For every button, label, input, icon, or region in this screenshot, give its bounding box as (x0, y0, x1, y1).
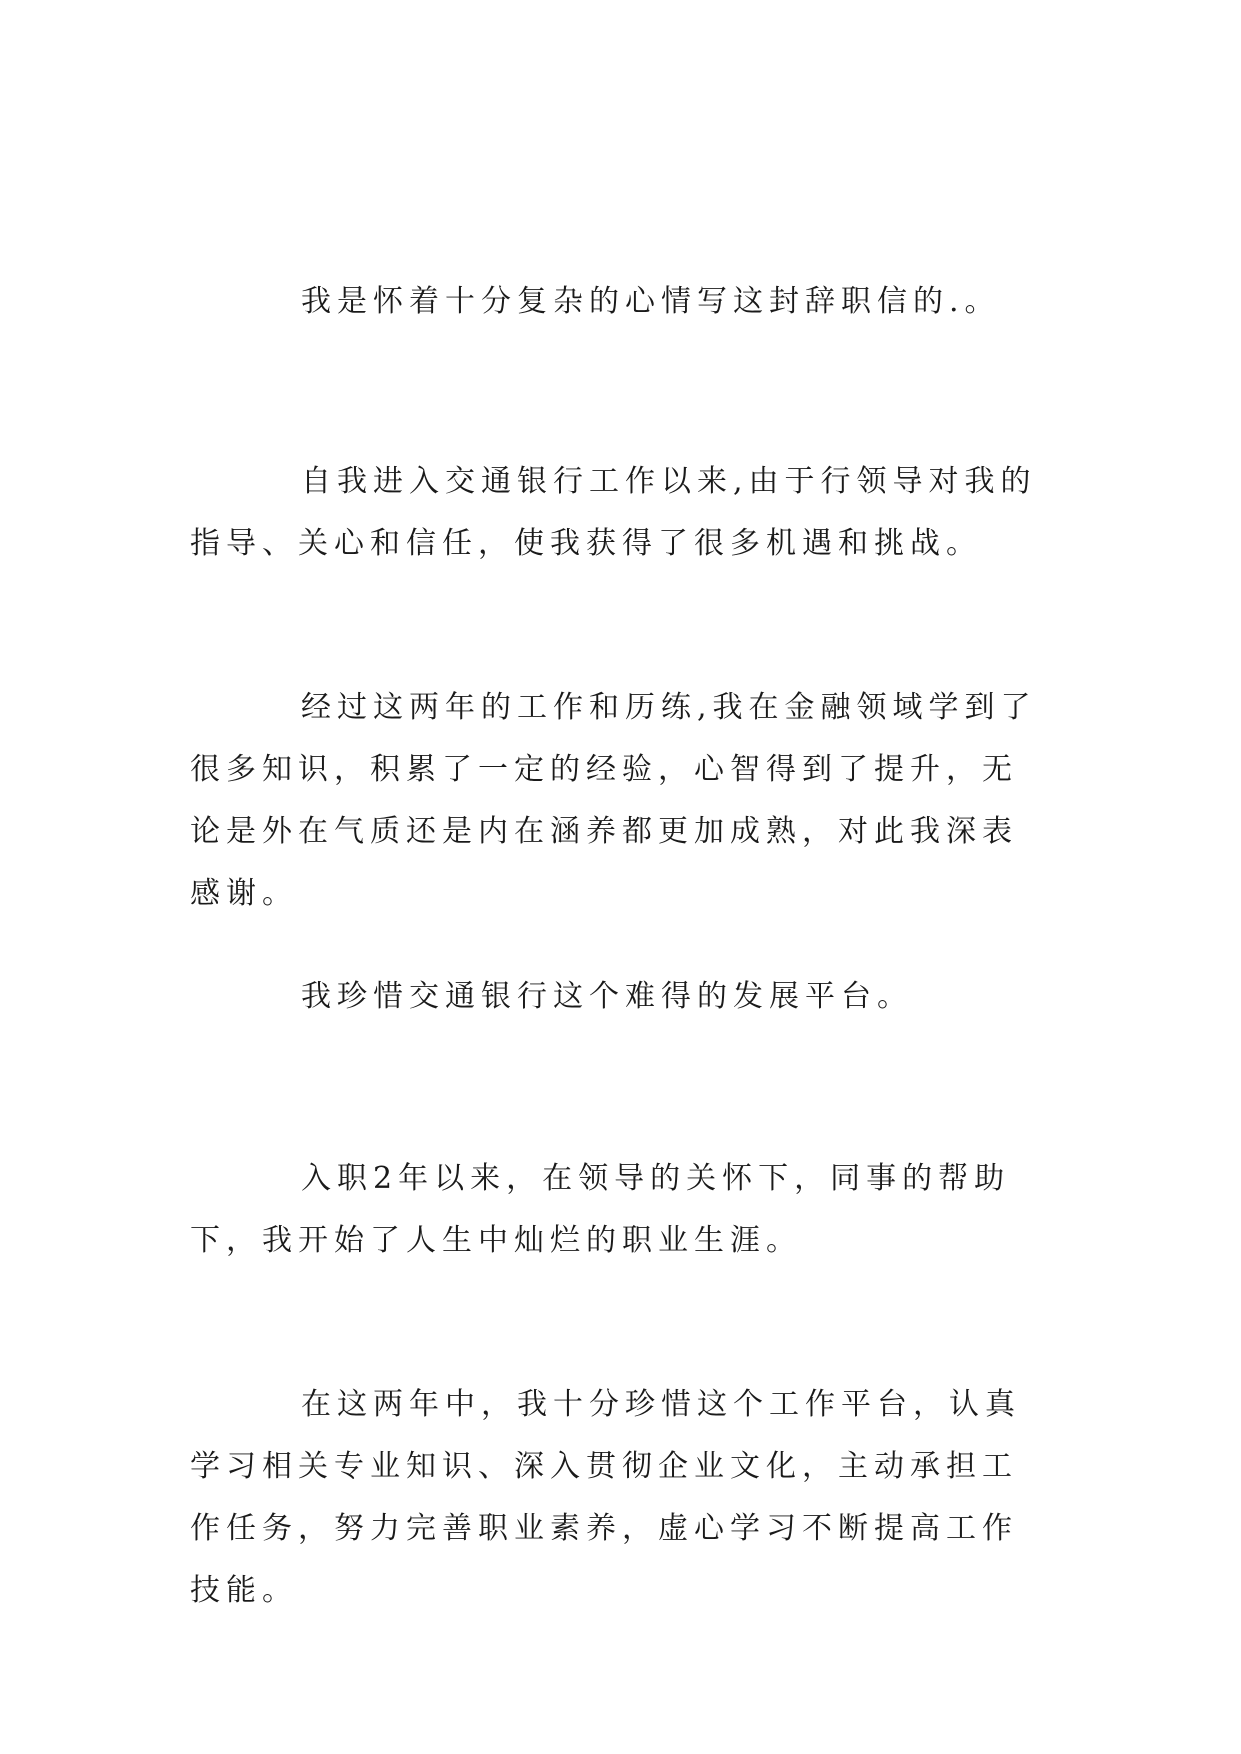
paragraph-1: 我是怀着十分复杂的心情写这封辞职信的.。 (301, 284, 1001, 319)
paragraph-3: 经过这两年的工作和历练,我在金融领域学到了很多知识，积累了一定的经验，心智得到了提升，无论是外在气质还是内在涵养都更加成熟，对此我深表感谢。 (190, 690, 1037, 911)
paragraph-5: 入职2年以来，在领导的关怀下，同事的帮助下，我开始了人生中灿烂的职业生涯。 (190, 1161, 1011, 1258)
paragraph-4: 我珍惜交通银行这个难得的发展平台。 (301, 979, 913, 1014)
paragraph-6: 在这两年中，我十分珍惜这个工作平台，认真学习相关专业知识、深入贯彻企业文化，主动承担工作任务，努力完善职业素养，虚心学习不断提高工作技能。 (190, 1387, 1021, 1608)
paragraph-2: 自我进入交通银行工作以来,由于行领导对我的指导、关心和信任，使我获得了很多机遇和挑战。 (190, 464, 1037, 561)
